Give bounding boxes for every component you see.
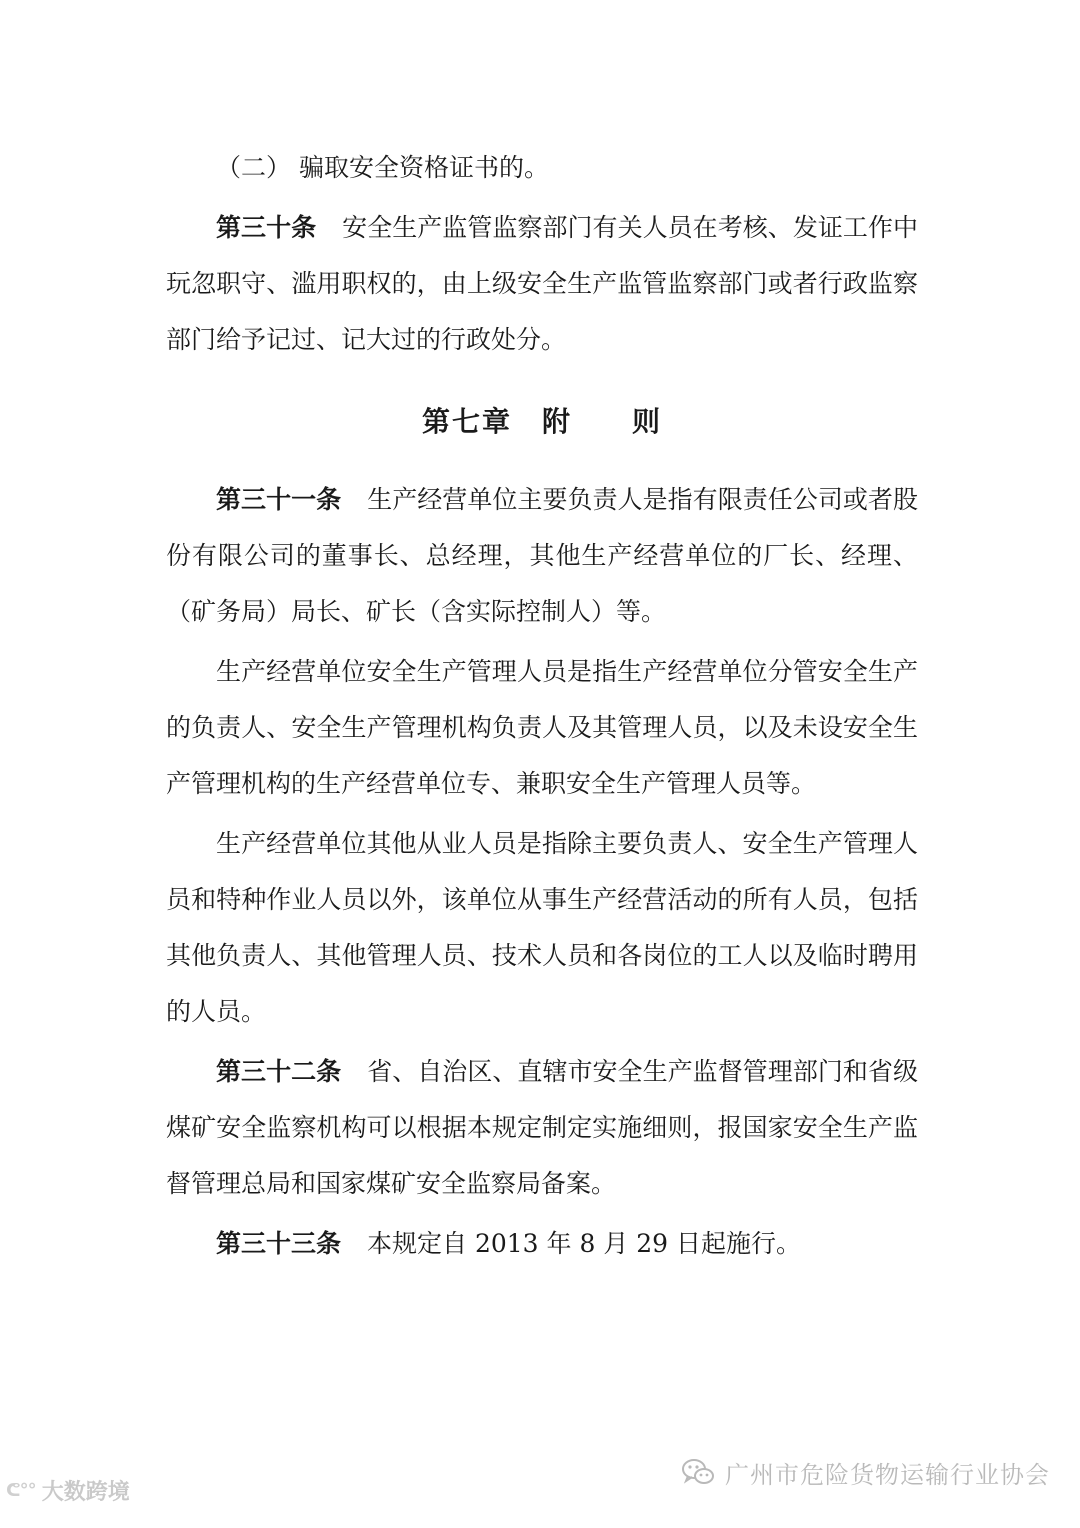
- article-32-label: 第三十二条: [216, 1057, 342, 1086]
- brand-logo-icon: ᕦ°°: [6, 1479, 36, 1501]
- watermark-left: [6, 1468, 130, 1512]
- article-33: [166, 1216, 918, 1272]
- paragraph-other-staff: 生产经营单位其他从业人员是指除主要负责人、安全生产管理人员和特种作业人员以外，该单位从事生产经营活动的所有人员，包括其他负责人、其他管理人员、技术人员和各岗位的工人以及临时聘用的人员。: [166, 829, 918, 1026]
- article-31-text: 生产经营单位主要负责人是指有限责任公司或者股份有限公司的董事长、总经理，其他生产经营单位的厂长、经理、（矿务局）局长、矿长（含实际控制人）等。: [166, 485, 918, 626]
- watermark-right-text: 广州市危险货物运输行业协会: [725, 1460, 1050, 1489]
- article-32-text: 省、自治区、直辖市安全生产监督管理部门和省级煤矿安全监察机构可以根据本规定制定实施细则，报国家安全生产监督管理总局和国家煤矿安全监察局备案。: [166, 1057, 918, 1198]
- article-32: [166, 1044, 918, 1212]
- paragraph-safety-managers: 生产经营单位安全生产管理人员是指生产经营单位分管安全生产的负责人、安全生产管理机构负责人及其管理人员，以及未设安全生产管理机构的生产经营单位专、兼职安全生产管理人员等。: [166, 657, 918, 798]
- wechat-icon: [681, 1457, 715, 1487]
- clause-item-2: （二） 骗取安全资格证书的。: [216, 153, 549, 182]
- watermark-left-text: 大数跨境: [41, 1479, 130, 1505]
- document-body: [166, 140, 918, 1272]
- article-30: [166, 200, 918, 368]
- watermark-right: [681, 1450, 1050, 1494]
- chapter-title: 第七章 附 则: [421, 405, 662, 438]
- article-33-text: 本规定自 2013 年 8 月 29 日起施行。: [367, 1229, 802, 1258]
- article-31-label: 第三十一条: [216, 485, 342, 514]
- article-31: [166, 472, 918, 640]
- article-30-text: 安全生产监管监察部门有关人员在考核、发证工作中玩忽职守、滥用职权的，由上级安全生产监管监察部门或者行政监察部门给予记过、记大过的行政处分。: [166, 213, 918, 354]
- article-33-label: 第三十三条: [216, 1229, 342, 1258]
- article-30-label: 第三十条: [216, 213, 317, 242]
